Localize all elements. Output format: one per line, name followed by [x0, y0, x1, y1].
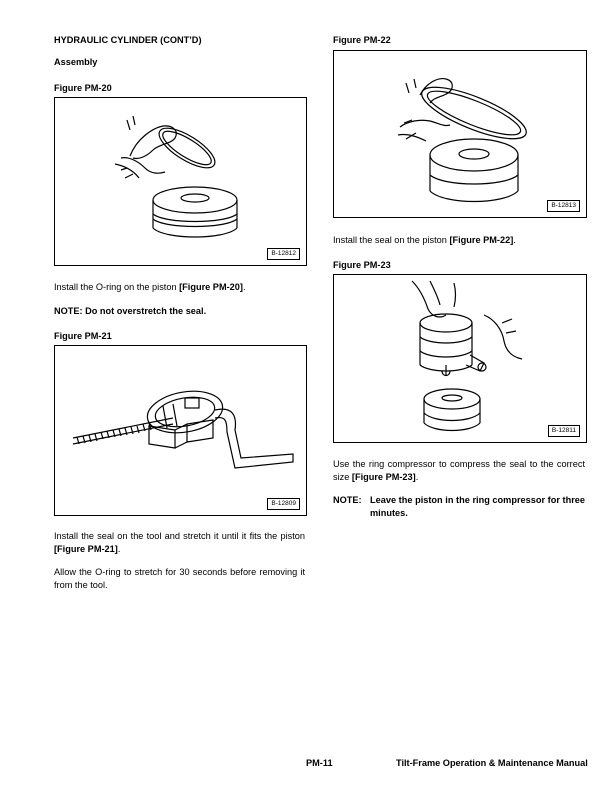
figure-pm21-id: B-12809	[267, 498, 300, 510]
figure-pm23-title: Figure PM-23	[333, 260, 391, 270]
figure-pm21	[54, 345, 307, 516]
subsection-title: Assembly	[54, 57, 98, 67]
paragraph-end: .	[513, 235, 516, 245]
figure-pm21-title: Figure PM-21	[54, 331, 112, 341]
paragraph-text: Install the seal on the piston	[333, 235, 450, 245]
figure-reference: [Figure PM-23]	[351, 471, 416, 482]
section-title: HYDRAULIC CYLINDER (CONT’D)	[54, 35, 202, 45]
paragraph-allow-stretch: Allow the O-ring to stretch for 30 seconds before removing it from the tool.	[54, 567, 305, 590]
paragraph-end: .	[415, 471, 419, 482]
figure-reference: [Figure PM-20]	[179, 282, 243, 292]
paragraph-end: .	[117, 543, 121, 554]
paragraph-ring-compressor	[333, 458, 585, 483]
figure-pm20-id: B-12812	[267, 248, 300, 260]
paragraph-stretch-seal	[54, 530, 305, 555]
page-number: PM-11	[306, 758, 333, 768]
note-piston-compressor: Leave the piston in the ring compressor for three minutes.	[370, 495, 585, 518]
ring-compressor-illustration	[334, 275, 586, 442]
paragraph-end: .	[242, 282, 246, 292]
note-overstretch: NOTE: Do not overstretch the seal.	[54, 306, 207, 316]
figure-reference: [Figure PM-21]	[54, 543, 118, 554]
figure-pm22	[333, 50, 587, 218]
paragraph-text: Use the ring compressor to compress the seal to the correct size	[333, 459, 585, 482]
seal-piston-illustration	[334, 51, 586, 217]
paragraph-text: Install the seal on the tool and stretch it until it fits the piston	[54, 531, 305, 541]
figure-pm23	[333, 274, 587, 443]
figure-reference: [Figure PM-22]	[449, 235, 514, 245]
paragraph-install-o-ring	[54, 281, 305, 294]
figure-pm20	[54, 97, 307, 266]
figure-pm22-id: B-12813	[547, 200, 580, 212]
paragraph-install-seal	[333, 234, 585, 247]
figure-pm20-title: Figure PM-20	[54, 83, 112, 93]
seal-stretch-tool-illustration	[55, 346, 306, 515]
manual-title: Tilt-Frame Operation & Maintenance Manual	[396, 758, 588, 768]
o-ring-piston-illustration	[55, 98, 306, 265]
figure-pm22-title: Figure PM-22	[333, 35, 391, 45]
paragraph-text: Install the O-ring on the piston	[54, 282, 180, 292]
figure-pm23-id: B-12811	[548, 425, 580, 437]
note-label: NOTE:	[333, 495, 362, 505]
